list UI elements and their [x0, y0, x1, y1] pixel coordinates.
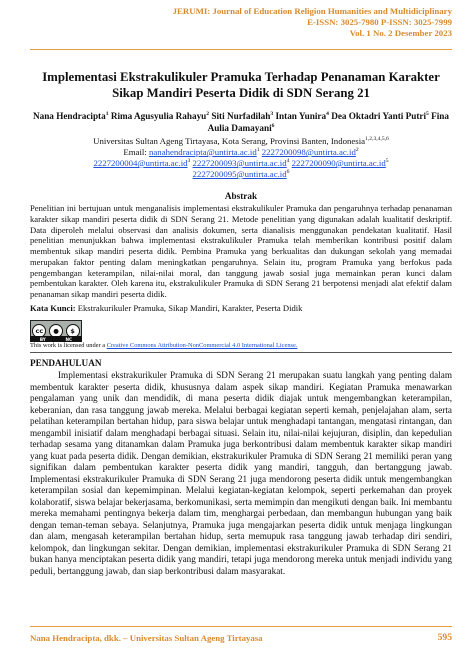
email-index: 2	[355, 147, 359, 154]
author-email-link[interactable]: 2227200095@untirta.ac.id	[192, 169, 287, 179]
author-index: 4	[326, 110, 329, 117]
email-line-3	[30, 169, 452, 180]
author-name: Rima Agusyulia Rahayu$^2$	[110, 110, 210, 121]
paper-title: Implementasi Ekstrakulikuler Pramuka Terhadap Penanaman Karakter Sikap Mandiri Peserta Didik di SDN Serang 21	[42, 70, 440, 100]
author-index: 5	[426, 110, 429, 117]
journal-issn: E-ISSN: 3025-7980 P-ISSN: 3025-7999	[307, 17, 452, 28]
abstract-heading: Abstrak	[224, 191, 258, 201]
footer-divider	[30, 626, 452, 627]
author-email-link[interactable]: 2227200004@untirta.ac.id	[93, 158, 188, 168]
cc-label-by: BY	[39, 336, 46, 342]
license-link[interactable]: Creative Commons Attribution-NonCommercial 4.0 International License.	[106, 342, 298, 349]
license-notice	[30, 342, 452, 350]
cc-icon: cc	[32, 324, 46, 338]
affiliation: Universitas Sultan Ageng Tirtayasa, Kota Serang, Provinsi Banten, Indonesia$^{1,2,3,4,5,6}$	[93, 136, 389, 146]
abstract-text: Penelitian ini bertujuan untuk menganalisis implementasi ekstrakulikuler Pramuka dan pengaruhnya terhadap penanaman karakter sikap mandiri peserta didik di SDN Serang 21. Metode penelitian yang digunakan adalah kualitatif deskriptif. Data diperoleh melalui observasi dan analisis dokumen, serta dianalisis menggunakan pendekatan kualitatif. Hasil penelitian menunjukkan bahwa implementasi ekstrakulikuler Pramuka telah memberikan kontribusi positif dalam membentuk sikap mandiri peserta didik. Pembina Pramuka yang berkualitas dan dukungan sekolah yang memadai merupakan faktor penting dalam meningkatkan pengaruhnya. Selain itu, program Pramuka yang berfokus pada pengembangan keterampilan, nilai-nilai moral, dan tanggung jawab sosial juga memainkan peran kunci dalam pembentukan karakter. Oleh karena itu, ekstrakulikuler Pramuka di SDN Serang 21 berpotensi menjadi alat efektif dalam penanaman sikap mandiri peserta didik.	[30, 203, 452, 299]
author-email-link[interactable]: 2227200090@untirta.ac.id	[291, 158, 386, 168]
keywords	[30, 303, 452, 314]
footer-authors: Nana Hendracipta, dkk. – Universitas Sultan Ageng Tirtayasa	[30, 633, 263, 643]
email-index: 1	[256, 147, 260, 154]
author-email-link[interactable]: nanahendracipta@untirta.ac.id	[149, 147, 257, 157]
email-index: 6	[286, 169, 290, 176]
journal-name: JERUMI: Journal of Education Religion Humanities and Multidiciplinary	[172, 6, 452, 16]
author-index: 1	[105, 110, 109, 117]
introduction-paragraph: Implementasi ekstrakurikuler Pramuka di SDN Serang 21 merupakan suatu langkah yang penting dalam membentuk karakter peserta didik, khususnya dalam aspek sikap mandiri. Kegiatan Pramuka menawarkan pengalaman yang unik dan mendidik, di mana peserta didik diajak untuk mengembangkan keterampilan, keberanian, dan rasa tanggung jawab mereka. Melalui berbagai kegiatan seperti kemah, penjelajahan alam, serta pelatihan keterampilan bertahan hidup, para siswa belajar untuk menghadapi tantangan, mengatasi rintangan, dan mengambil inisiatif dalam menghadapi berbagai situasi. Selain itu, nilai-nilai kejujuran, disiplin, dan kepedulian terhadap sesama yang ditanamkan dalam Pramuka juga berkontribusi dalam membentuk karakter sikap mandiri yang kuat pada peserta didik. Dengan demikian, ekstrakurikuler Pramuka di SDN Serang 21 memiliki peran yang signifikan dalam pembentukan karakter peserta didik yang mandiri, tangguh, dan bertanggung jawab. Implementasi ekstrakurikuler Pramuka di SDN Serang 21 juga mendorong peserta didik untuk mengembangkan keterampilan sosial dan kepemimpinan. Melalui kegiatan-kegiatan kelompok, seperti perkemahan dan proyek kolaboratif, siswa belajar bekerjasama, berkomunikasi, serta memimpin dan mengikuti dengan baik. Ini membantu mereka memahami pentingnya bekerja dalam tim, menghargai perbedaan, dan membangun hubungan yang baik dengan teman-teman sebaya. Selanjutnya, Pramuka juga mengajarkan peserta didik untuk menjaga lingkungan dan alam, mengasah keterampilan bertahan hidup, serta memupuk rasa tanggung jawab terhadap diri sendiri, kelompok, dan lingkungan sekitar. Dengan demikian, implementasi ekstrakurikuler Pramuka di SDN Serang 21 bukan hanya menciptakan peserta didik yang mandiri, tetapi juga mendorong mereka untuk menjadi individu yang peduli, bertanggung jawab, dan siap berkontribusi dalam masyarakat.	[30, 370, 452, 576]
keywords-label: Kata Kunci:	[30, 303, 76, 313]
author-name: Siti Nurfadilah$^3$	[211, 110, 274, 121]
keywords-text: Ekstrakurikuler Pramuka, Sikap Mandiri, Karakter, Peserta Didik	[77, 303, 303, 313]
author-index: 6	[271, 122, 275, 129]
journal-volume: Vol. 1 No. 2 Desember 2023	[349, 28, 452, 39]
email-line-1: Email: $nanahendracipta@untirta.ac.id^1$ $2227200098@untirta.ac.id^2$	[123, 147, 359, 157]
author-email-link[interactable]: 2227200098@untirta.ac.id	[261, 147, 356, 157]
header-divider	[30, 49, 452, 50]
attribution-icon: ●	[49, 324, 63, 338]
author-index: 3	[270, 110, 274, 117]
author-name: Fina Aulia Damayani$^6$	[207, 111, 450, 133]
author-name: Nana Hendracipta$^1$	[32, 110, 109, 121]
email-index: 3	[187, 158, 191, 165]
author-index: 2	[206, 110, 210, 117]
email-index: 5	[385, 158, 389, 165]
author-name: Intan Yunira$^4$	[275, 110, 329, 121]
affiliation-block	[30, 136, 452, 180]
license-divider	[30, 352, 452, 353]
page-number: 595	[437, 632, 452, 643]
journal-header	[152, 6, 452, 40]
license-text: This work is licensed under a	[30, 342, 106, 349]
email-index: 4	[286, 158, 290, 165]
email-line-2	[30, 158, 452, 169]
author-email-link[interactable]: 2227200093@untirta.ac.id	[192, 158, 287, 168]
cc-label-nc: NC	[65, 336, 73, 342]
author-list	[30, 111, 452, 134]
author-name: Dea Oktadri Yanti Putri$^5$	[331, 110, 429, 121]
noncommercial-icon: $	[66, 324, 80, 338]
section-heading: PENDAHULUAN	[30, 358, 102, 368]
